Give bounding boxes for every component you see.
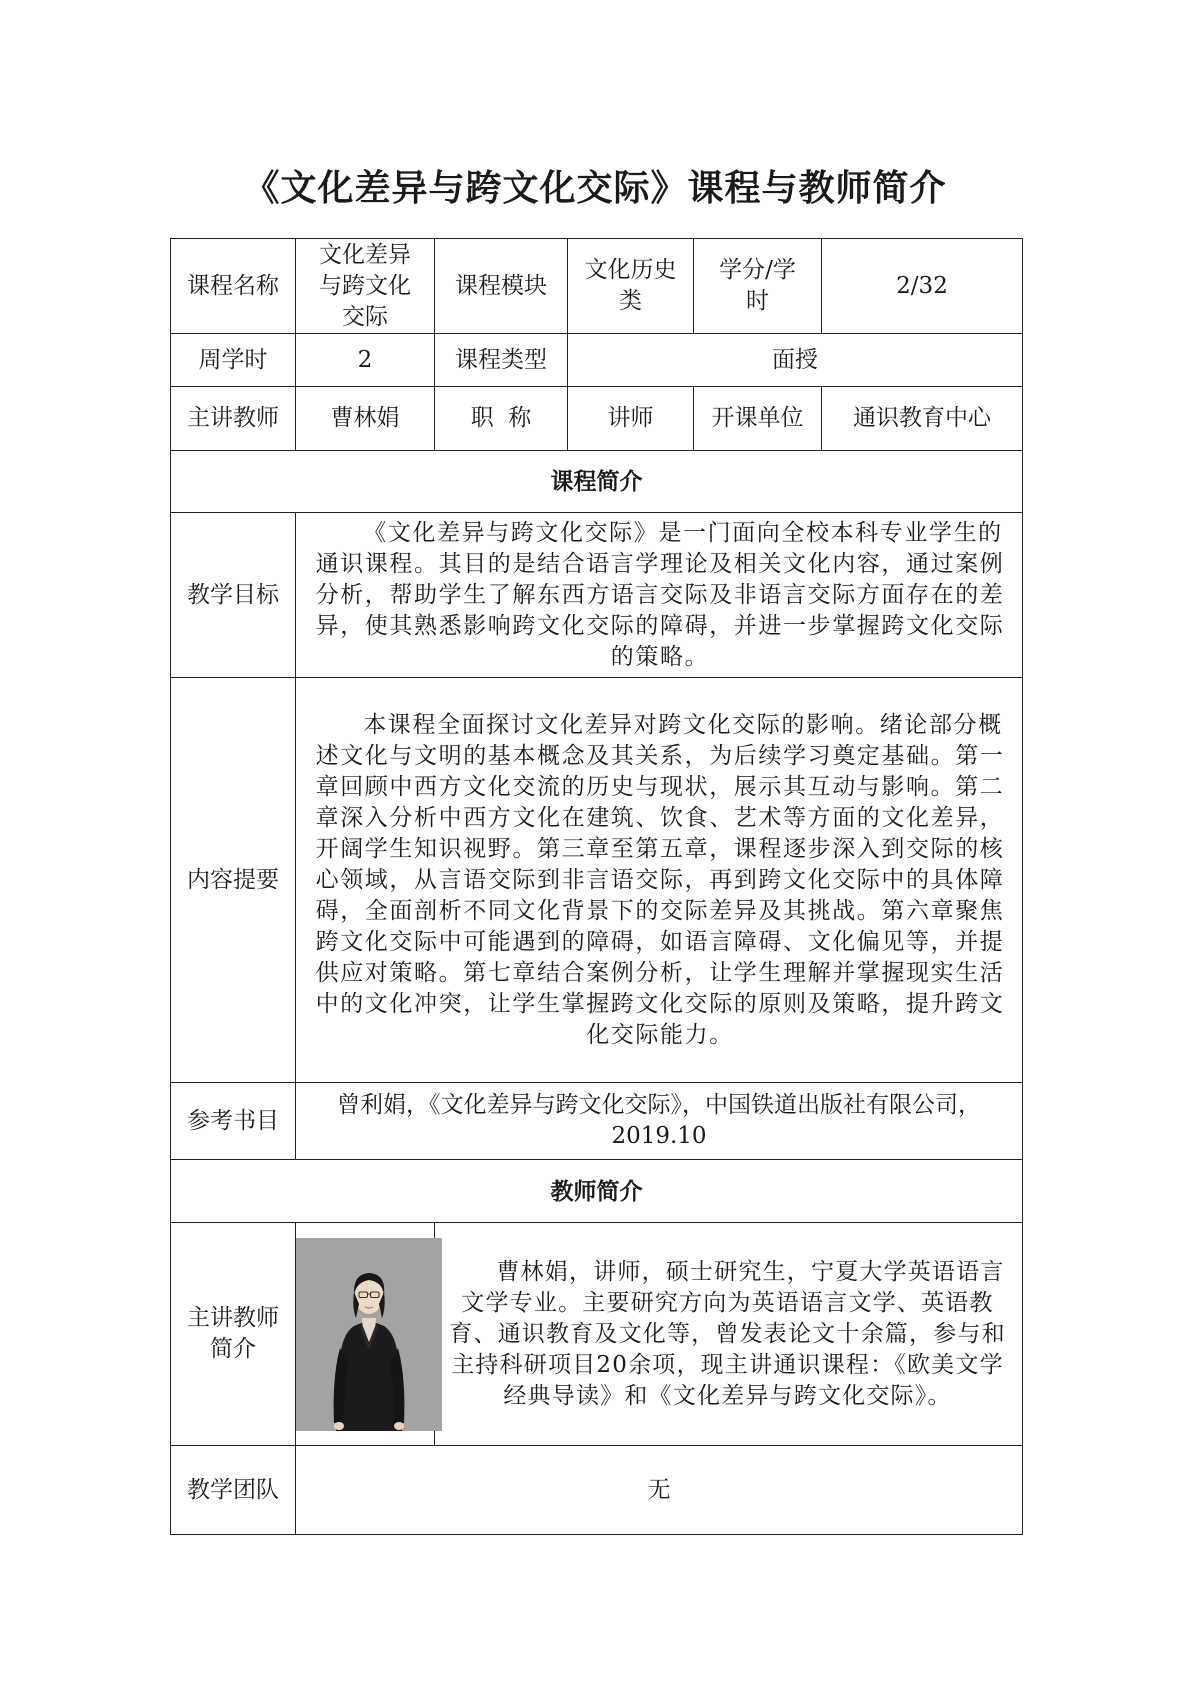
row-teacher xyxy=(171,387,1023,451)
teaching-goal-label: 教学目标 xyxy=(171,513,296,678)
course-name-label: 课程名称 xyxy=(171,239,296,334)
teacher-label: 主讲教师 xyxy=(171,387,296,451)
unit-value: 通识教育中心 xyxy=(822,387,1023,451)
weekly-hours-label: 周学时 xyxy=(171,334,296,387)
row-teaching-goal xyxy=(171,513,1023,678)
row-course-name xyxy=(171,239,1023,334)
weekly-hours-value: 2 xyxy=(296,334,435,387)
row-teaching-team xyxy=(171,1446,1023,1535)
row-teacher-intro-heading xyxy=(171,1160,1023,1223)
teacher-photo-cell xyxy=(296,1223,435,1446)
teacher-photo xyxy=(296,1238,442,1431)
module-label: 课程模块 xyxy=(435,239,568,334)
teacher-bio-label: 主讲教师简介 xyxy=(171,1223,296,1446)
unit-label: 开课单位 xyxy=(694,387,822,451)
credit-label: 学分/学时 xyxy=(694,239,822,334)
row-teacher-bio xyxy=(171,1223,1023,1446)
row-course-intro-heading xyxy=(171,451,1023,513)
teacher-portrait-image xyxy=(296,1238,442,1431)
row-content-summary xyxy=(171,678,1023,1083)
reference-text: 曾利娟，《文化差异与跨文化交际》，中国铁道出版社有限公司，2019.10 xyxy=(296,1083,1023,1160)
reference-label: 参考书目 xyxy=(171,1083,296,1160)
content-summary-label: 内容提要 xyxy=(171,678,296,1083)
teaching-team-label: 教学团队 xyxy=(171,1446,296,1535)
title-label: 职 称 xyxy=(435,387,568,451)
course-intro-heading: 课程简介 xyxy=(171,451,1023,513)
row-reference xyxy=(171,1083,1023,1160)
teacher-bio-text: 曹林娟，讲师，硕士研究生，宁夏大学英语语言文学专业。主要研究方向为英语语言文学、英语教育、通识教育及文化等，曾发表论文十余篇，参与和主持科研项目20余项，现主讲通识课程：《欧美文学经典导读》和《文化差异与跨文化交际》。 xyxy=(435,1223,1023,1446)
course-name-value: 文化差异与跨文化交际 xyxy=(296,239,435,334)
teacher-value: 曹林娟 xyxy=(296,387,435,451)
course-type-label: 课程类型 xyxy=(435,334,568,387)
course-info-table xyxy=(170,238,1023,1535)
title-value: 讲师 xyxy=(568,387,694,451)
teaching-goal-text: 《文化差异与跨文化交际》是一门面向全校本科专业学生的通识课程。其目的是结合语言学理论及相关文化内容，通过案例分析，帮助学生了解东西方语言交际及非语言交际方面存在的差异，使其熟悉影响跨文化交际的障碍，并进一步掌握跨文化交际的策略。 xyxy=(296,513,1023,678)
credit-value: 2/32 xyxy=(822,239,1023,334)
page-title: 《文化差异与跨文化交际》课程与教师简介 xyxy=(243,167,947,209)
row-weekly-hours xyxy=(171,334,1023,387)
teacher-intro-heading: 教师简介 xyxy=(171,1160,1023,1223)
module-value: 文化历史类 xyxy=(568,239,694,334)
course-type-value: 面授 xyxy=(568,334,1023,387)
teaching-team-value: 无 xyxy=(296,1446,1023,1535)
content-summary-text: 本课程全面探讨文化差异对跨文化交际的影响。绪论部分概述文化与文明的基本概念及其关系，为后续学习奠定基础。第一章回顾中西方文化交流的历史与现状，展示其互动与影响。第二章深入分析中西方文化在建筑、饮食、艺术等方面的文化差异，开阔学生知识视野。第三章至第五章，课程逐步深入到交际的核心领域，从言语交际到非言语交际，再到跨文化交际中的具体障碍，全面剖析不同文化背景下的交际差异及其挑战。第六章聚焦跨文化交际中可能遇到的障碍，如语言障碍、文化偏见等，并提供应对策略。第七章结合案例分析，让学生理解并掌握现实生活中的文化冲突，让学生掌握跨文化交际的原则及策略，提升跨文化交际能力。 xyxy=(296,678,1023,1083)
